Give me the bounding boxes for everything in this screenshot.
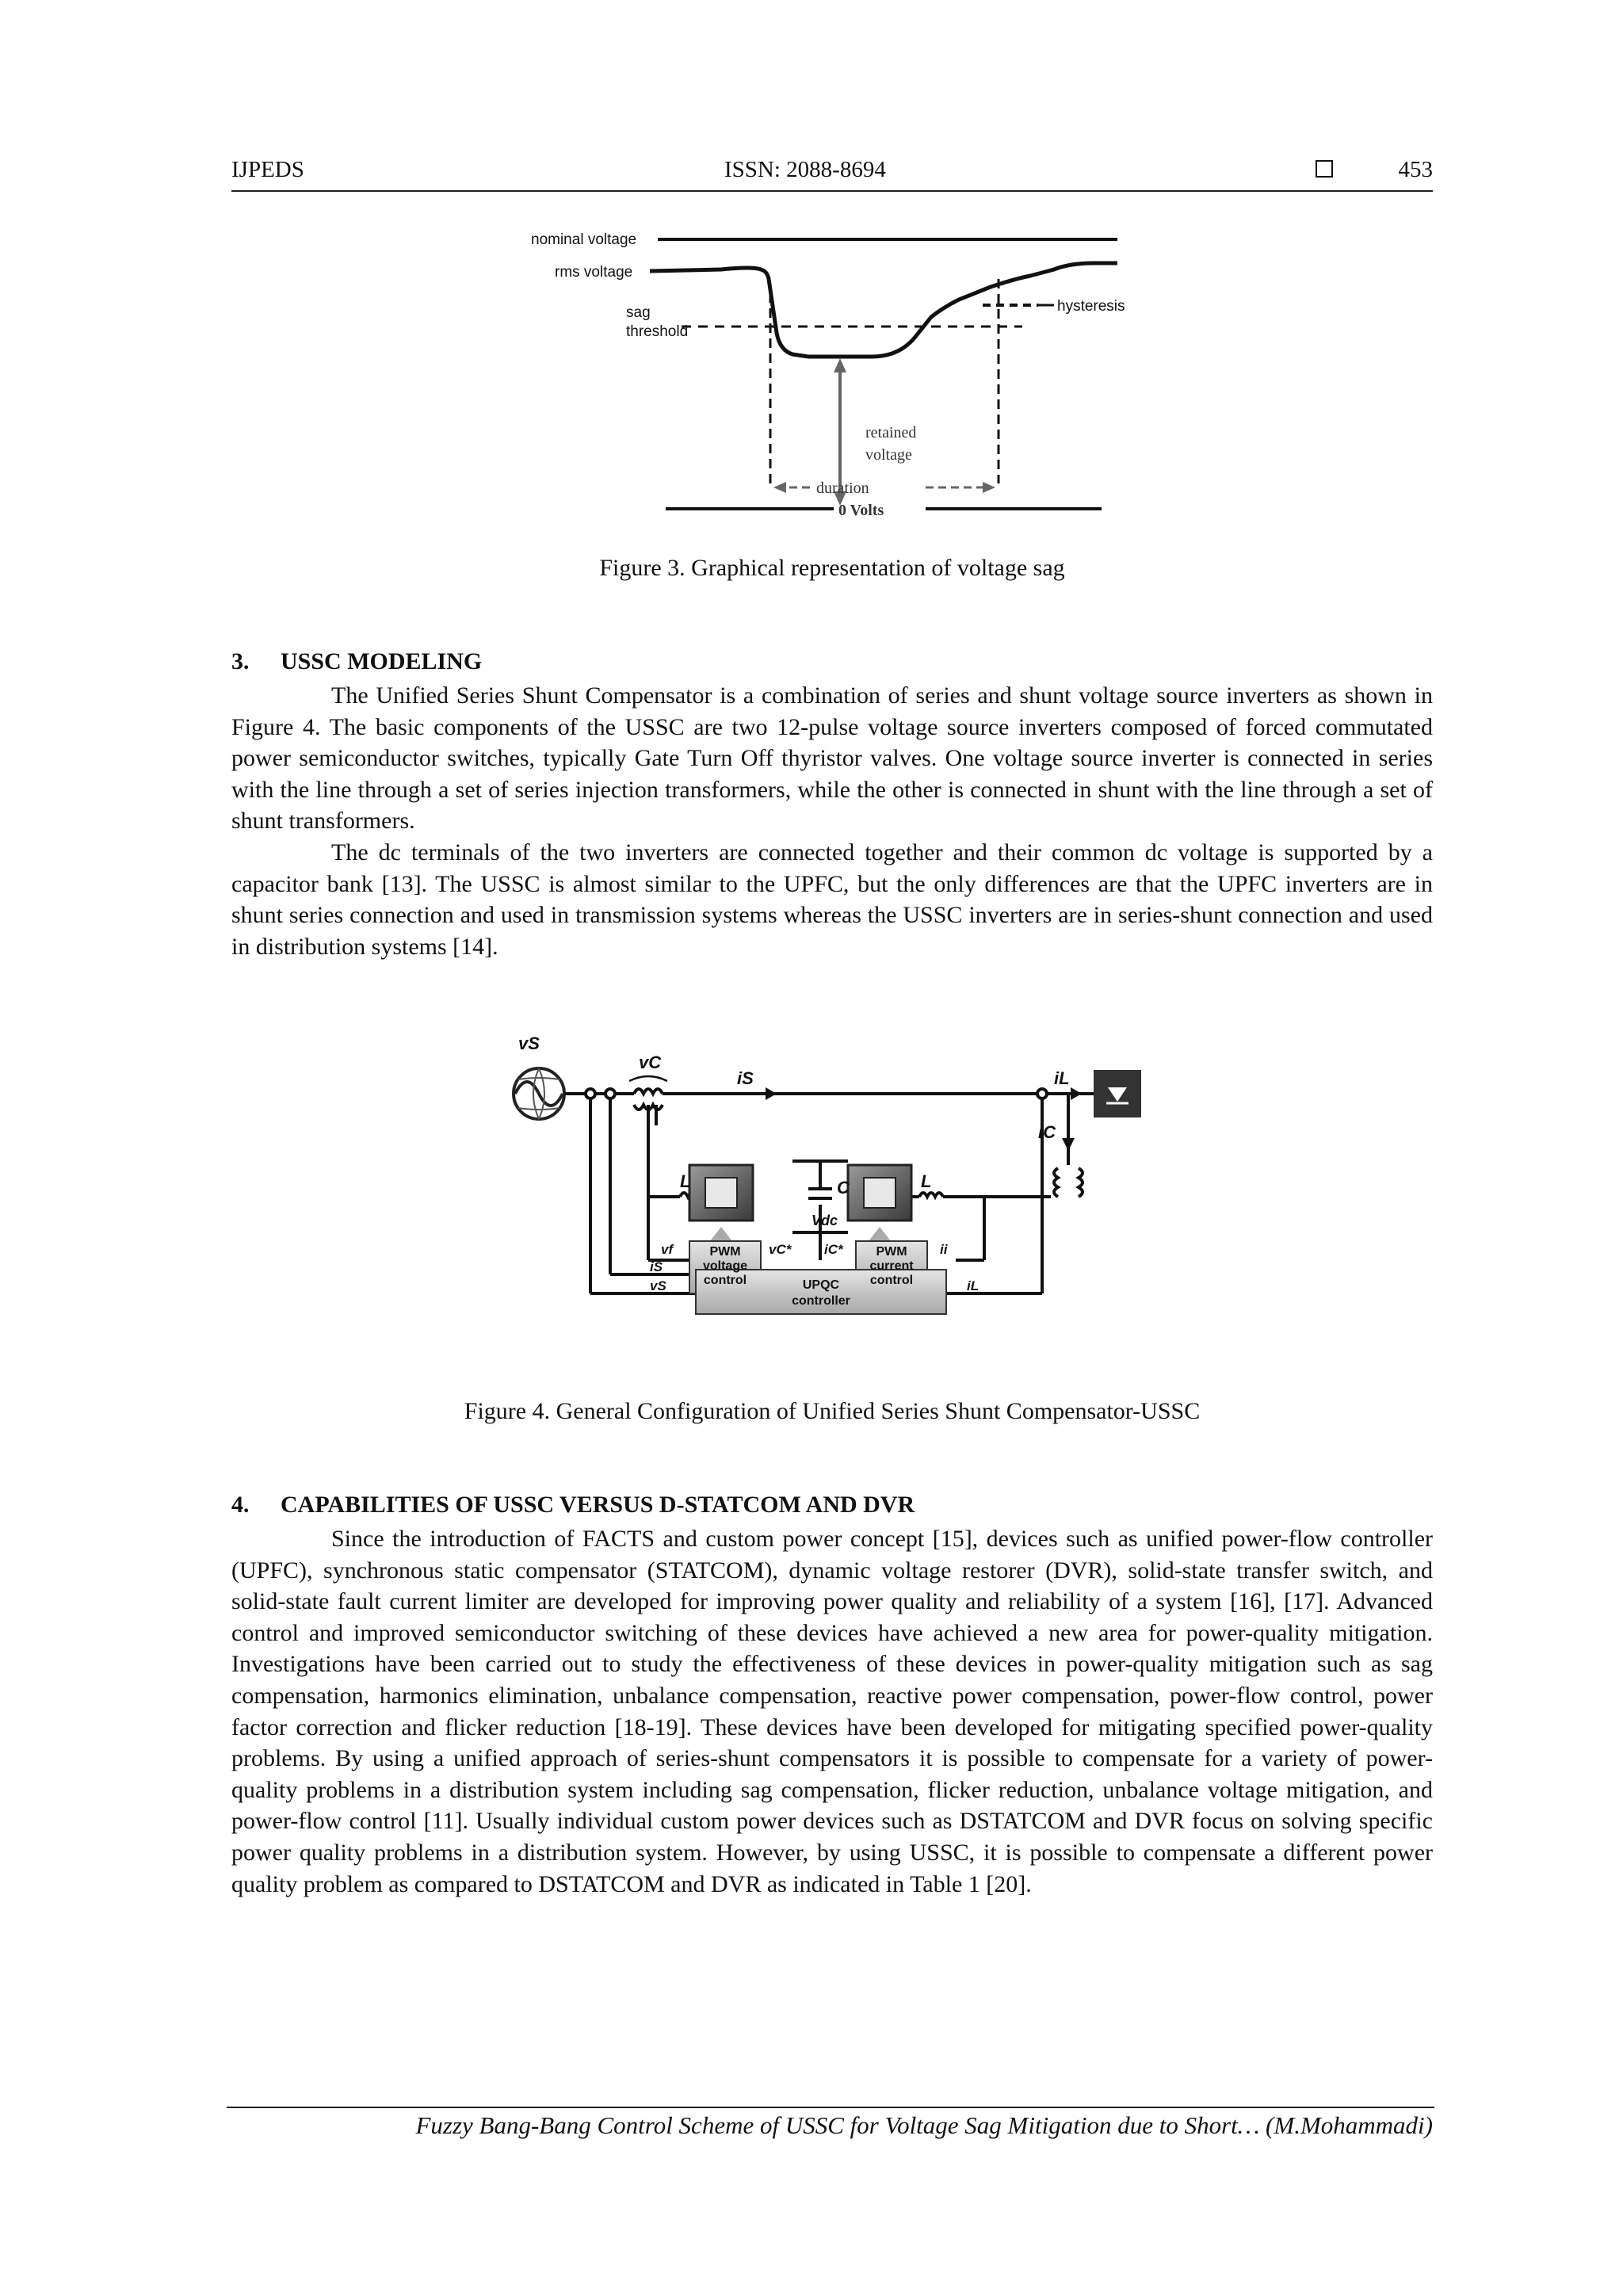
ac-source-icon — [514, 1068, 564, 1119]
pwm-current-line-2: current — [869, 1259, 914, 1273]
label-is-top: iS — [737, 1068, 754, 1088]
pwm-current-line-1: PWM — [876, 1245, 907, 1259]
figure-4-caption: Figure 4. General Configuration of Unified Series Shunt Compensator-USSC — [464, 1398, 1201, 1424]
page-header — [231, 155, 1433, 192]
retained-arrow-head-up — [834, 358, 846, 372]
figure-4-ussc-configuration-diagram — [491, 1022, 1189, 1371]
journal-name: IJPEDS — [231, 157, 304, 182]
duration-arrow-head-right — [983, 482, 995, 493]
pwm-voltage-line-1: PWM — [709, 1245, 741, 1259]
il-arrow-icon — [1071, 1087, 1082, 1100]
label-C: C — [837, 1178, 850, 1198]
hysteresis-label: hysteresis — [1057, 298, 1125, 315]
section-number: 3. — [231, 648, 250, 674]
rms-voltage-label: rms voltage — [555, 264, 633, 281]
section-number: 4. — [231, 1492, 250, 1518]
upqc-line-1: UPQC — [802, 1278, 840, 1292]
square-bullet-icon — [1316, 160, 1333, 178]
pwm-voltage-line-3: control — [703, 1274, 747, 1287]
label-il-top: iL — [1054, 1068, 1070, 1088]
nominal-voltage-label: nominal voltage — [531, 231, 637, 248]
retained-label: retained — [865, 424, 917, 441]
section-3-heading — [231, 648, 482, 675]
label-vs-top: vS — [518, 1033, 540, 1053]
threshold-label: threshold — [626, 323, 689, 340]
label-vf: vf — [661, 1242, 674, 1257]
voltage-label: voltage — [865, 446, 912, 464]
pwm-current-line-3: control — [869, 1274, 914, 1287]
label-ic-right: iC — [1038, 1122, 1056, 1142]
figure-3-caption: Figure 3. Graphical representation of voltage sag — [599, 555, 1065, 581]
section-3-paragraph-2: The dc terminals of the two inverters are connected together and their common dc voltage is supported by a capacitor bank [13]. The USSC is almost similar to the UPFC, but the only differences are that the UPFC inverters are in shunt series connection and used in transmission systems whereas the USSC inverters are in series-shunt connection and used in distribution systems [14]. — [231, 839, 1433, 960]
node-il — [1037, 1089, 1047, 1098]
label-il-bottom: iL — [967, 1278, 980, 1293]
label-vc-top: vC — [639, 1052, 662, 1072]
duration-arrow-head-left — [773, 482, 786, 493]
label-L-right: L — [921, 1171, 932, 1191]
load-diode-icon — [1094, 1070, 1141, 1117]
shunt-transformer-icon — [1054, 1168, 1083, 1197]
ic-arrow-icon — [1062, 1138, 1075, 1151]
label-ii: ii — [940, 1242, 948, 1257]
footer-rule — [227, 2107, 1434, 2108]
rms-voltage-curve — [650, 263, 1117, 357]
section-3-paragraph-1: The Unified Series Shunt Compensator is a combination of series and shunt voltage source inverters as shown in Figure 4. The basic components of the USSC are two 12-pulse voltage source inverters composed of forced commutated power semiconductor switches, typically Gate Turn Off thyristor valves. One voltage source inverter is connected in series with the line through a set of series injection transformers, while the other is connected in shunt with the line through a set of shunt transformers. — [231, 682, 1433, 835]
is-arrow-icon — [766, 1087, 777, 1100]
node-vs2 — [605, 1089, 615, 1098]
issn: ISSN: 2088-8694 — [724, 157, 886, 182]
label-vc-star: vC* — [769, 1242, 792, 1257]
section-title: USSC MODELING — [281, 648, 483, 674]
duration-label: duration — [816, 479, 869, 497]
label-ic-star: iC* — [824, 1242, 843, 1257]
section-4-paragraph-1: Since the introduction of FACTS and custom power concept [15], devices such as unified power-flow controller (UPFC), synchronous static compensator (STATCOM), dynamic voltage restorer (DVR), solid-state transfer switch, and solid-state fault current limiter are developed for improving power quality and reliability of a system [16], [17]. Advanced control and improved semiconductor switching of these devices have achieved a new area for power-quality mitigation. Investigations have been carried out to study the effectiveness of these devices in power-quality mitigation such as sag compensation, harmonics elimination, unbalance compensation, reactive power compensation, power-flow control, power factor correction and flicker reduction [18-19]. These devices have been developed for mitigating specified power-quality problems. By using a unified approach of series-shunt compensators it is possible to compensate for a variety of power-quality problems in a distribution system including sag compensation, flicker reduction, unbalance voltage mitigation, and power-flow control [11]. Usually individual custom power devices such as DSTATCOM and DVR focus on solving specific power quality problems in a distribution system. However, by using USSC, it is possible to compensate a different power quality problem as compared to DSTATCOM and DVR as indicated in Table 1 [20]. — [231, 1526, 1433, 1897]
pwm-voltage-line-2: voltage — [702, 1259, 748, 1273]
vc-arrow-icon — [629, 1076, 667, 1081]
label-vs-bottom: vS — [650, 1278, 666, 1293]
upqc-line-2: controller — [792, 1294, 850, 1308]
node-vs — [586, 1089, 595, 1098]
label-L-left: L — [680, 1171, 691, 1191]
label-is-bottom: iS — [650, 1259, 663, 1274]
page-number: 453 — [1398, 157, 1433, 182]
inductor-right-icon — [919, 1193, 943, 1197]
sag-label: sag — [626, 304, 651, 321]
page-footer: Fuzzy Bang-Bang Control Scheme of USSC for Voltage Sag Mitigation due to Short… (M.Mohammadi) — [415, 2111, 1433, 2139]
section-4-heading — [231, 1492, 915, 1519]
label-vdc: Vdc — [812, 1213, 838, 1228]
zero-volts-label: 0 Volts — [838, 502, 884, 519]
section-title: CAPABILITIES OF USSC VERSUS D-STATCOM AND DVR — [281, 1492, 915, 1518]
figure-3-voltage-sag-diagram — [515, 222, 1133, 531]
